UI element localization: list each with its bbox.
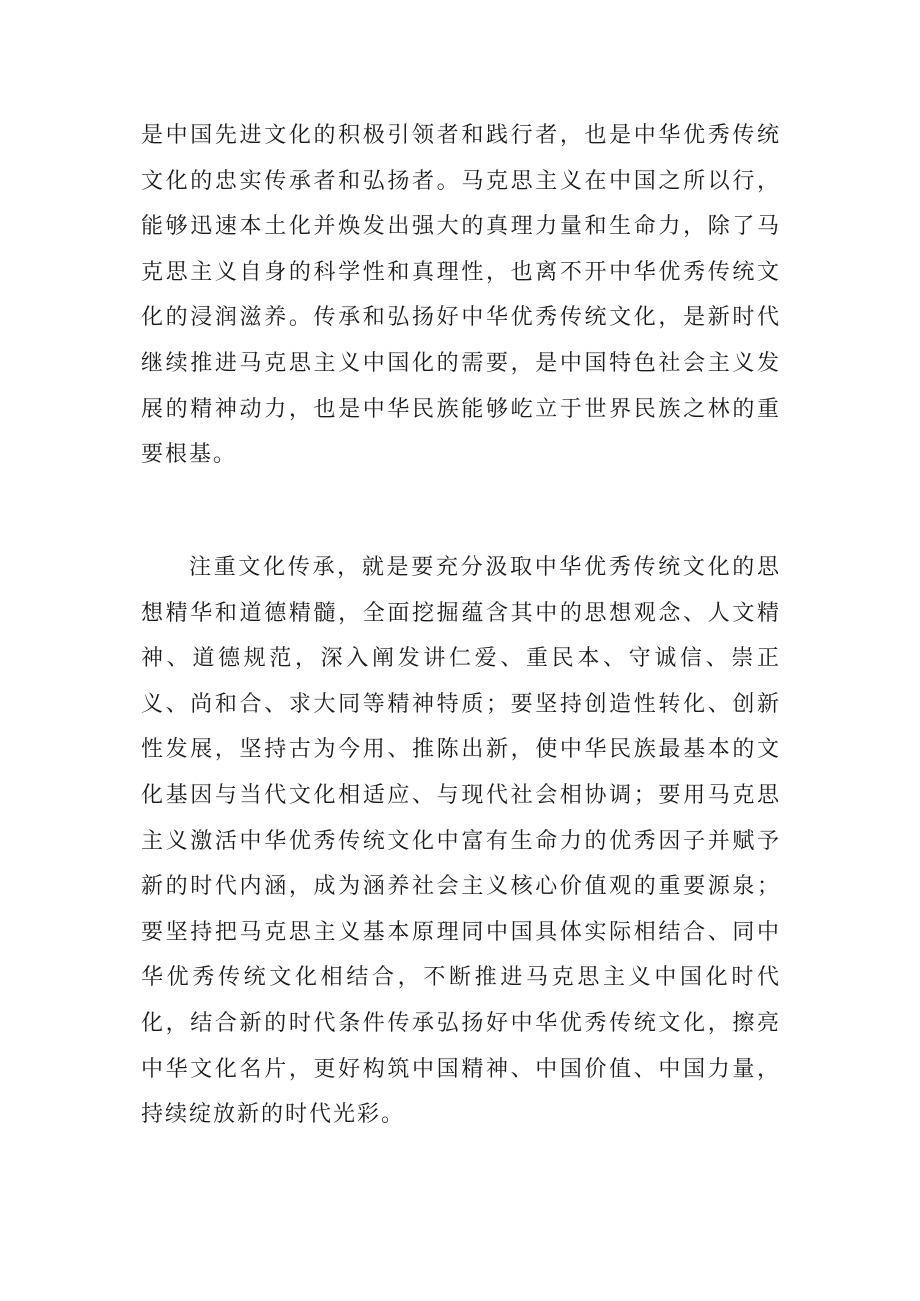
paragraph-1: 是中国先进文化的积极引领者和践行者，也是中华优秀传统文化的忠实传承者和弘扬者。马克思主义在中国之所以行，能够迅速本土化并焕发出强大的真理力量和生命力，除了马克思主义自身的科学性和真理性，也离不开中华优秀传统文化的浸润滋养。传承和弘扬好中华优秀传统文化，是新时代继续推进马克思主义中国化的需要，是中国特色社会主义发展的精神动力，也是中华民族能够屹立于世界民族之林的重要根基。 bbox=[141, 123, 781, 468]
paragraph-2: 注重文化传承，就是要充分汲取中华优秀传统文化的思想精华和道德精髓，全面挖掘蕴含其中的思想观念、人文精神、道德规范，深入阐发讲仁爱、重民本、守诚信、崇正义、尚和合、求大同等精神特质；要坚持创造性转化、创新性发展，坚持古为今用、推陈出新，使中华民族最基本的文化基因与当代文化相适应、与现代社会相协调；要用马克思主义激活中华优秀传统文化中富有生命力的优秀因子并赋予新的时代内涵，成为涵养社会主义核心价值观的重要源泉；要坚持把马克思主义基本原理同中国具体实际相结合、同中华优秀传统文化相结合，不断推进马克思主义中国化时代化，结合新的时代条件传承弘扬好中华优秀传统文化，擦亮中华文化名片，更好构筑中国精神、中国价值、中国力量，持续绽放新的时代光彩。 bbox=[141, 555, 781, 1128]
